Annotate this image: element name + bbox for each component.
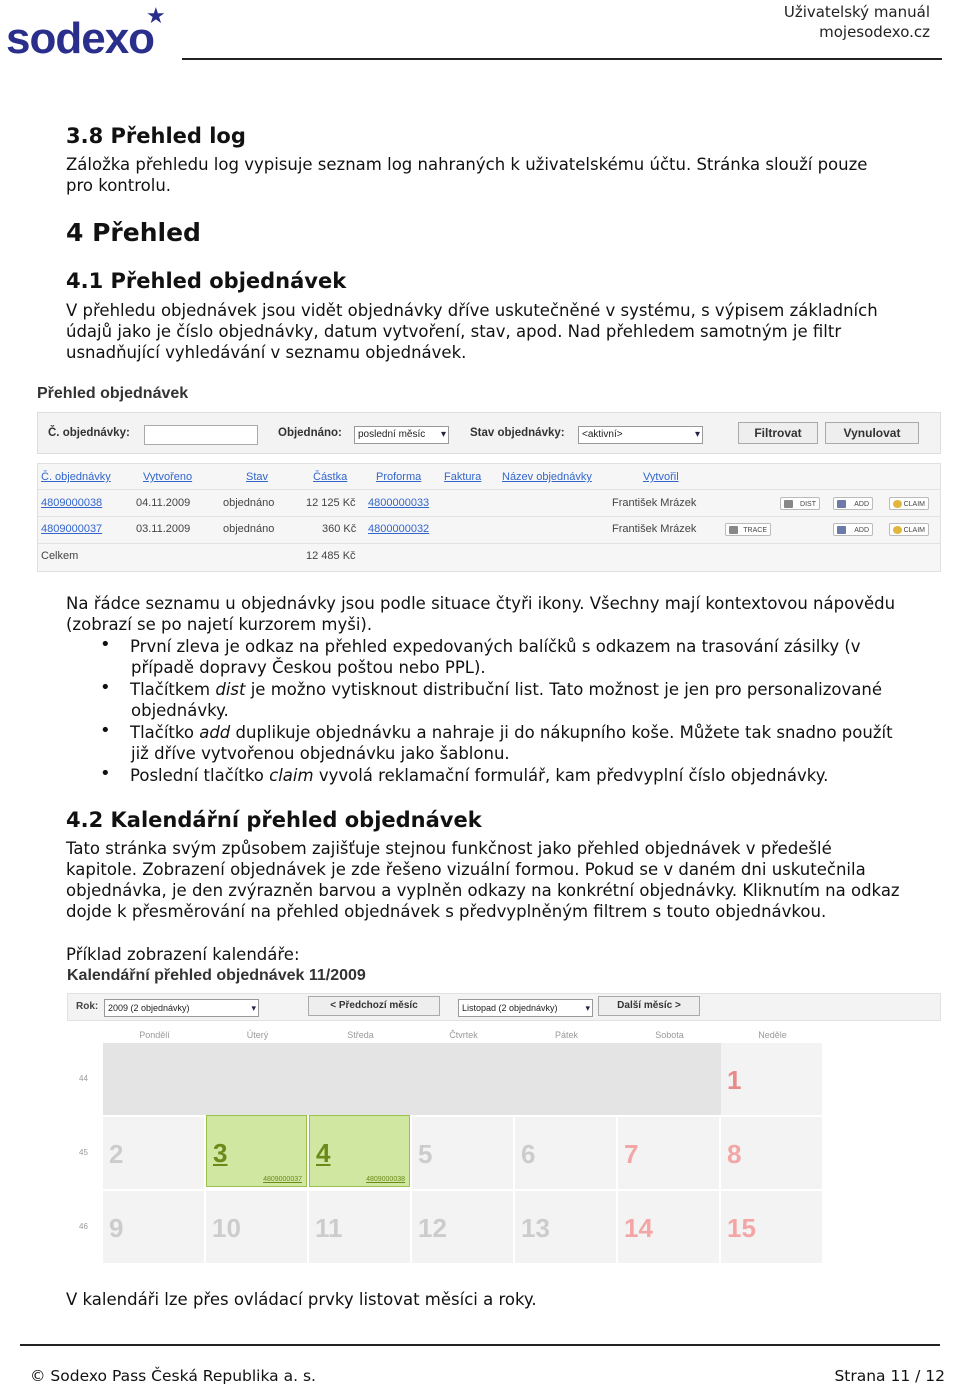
calendar-day [721, 1191, 822, 1263]
bullet-4-line-1 [130, 765, 828, 786]
day-number: 15 [727, 1213, 756, 1243]
day-saturday: Sobota [655, 1030, 684, 1040]
footer-divider [20, 1344, 940, 1346]
day-number: 13 [521, 1213, 550, 1243]
day-number: 14 [624, 1213, 653, 1243]
row2-created-by: František Mrázek [612, 523, 697, 535]
calendar-day [618, 1117, 719, 1189]
calendar-controls [67, 993, 941, 1021]
order-link[interactable]: 4809000037 [263, 1176, 302, 1183]
add-button[interactable]: ADD [833, 497, 873, 510]
week-number [67, 1117, 103, 1189]
col-created[interactable]: Vytvořeno [143, 471, 193, 483]
sodexo-logo: sodexo [6, 14, 155, 63]
status-select[interactable] [578, 426, 703, 444]
row1-created-by: František Mrázek [612, 497, 697, 509]
day-friday: Pátek [554, 1030, 578, 1040]
bullet-3-line-1 [130, 722, 893, 743]
calendar-day [206, 1191, 307, 1263]
bullet-3-pre: Tlačítko [130, 723, 200, 742]
day-number: 8 [727, 1139, 742, 1169]
order-number-input[interactable] [144, 425, 258, 445]
bullet-icon [100, 763, 110, 773]
section-4-title: 4 Přehled [66, 218, 201, 247]
row2-state: objednáno [223, 523, 275, 535]
bullet-1-line-2: případě dopravy Českou poštou nebo PPL). [131, 658, 486, 677]
bullet-3-line-2: již dříve vytvořenou objednávku jako šablonu. [131, 744, 510, 763]
day-sunday: Neděle [758, 1030, 787, 1040]
day-tuesday: Úterý [246, 1030, 269, 1040]
col-state[interactable]: Stav [246, 471, 269, 483]
day-number: 12 [418, 1213, 447, 1243]
calendar-closing-text: V kalendáři lze přes ovládací prvky listovat měsíci a roky. [66, 1290, 537, 1309]
bullet-4-post: vyvolá reklamační formulář, kam předvyplní číslo objednávky. [313, 766, 829, 785]
row1-state: objednáno [223, 497, 275, 509]
day-number: 6 [521, 1139, 536, 1169]
calendar-day [103, 1191, 204, 1263]
col-order-name[interactable]: Název objednávky [502, 471, 592, 483]
manual-title: Uživatelský manuál [783, 3, 930, 21]
row2-amount: 360 Kč [322, 523, 357, 535]
empty-days [103, 1043, 721, 1115]
bullet-3-keyword: add [199, 723, 231, 742]
bullet-3-post: duplikuje objednávku a nahraje ji do nákupního koše. Můžete tak snadno použít [230, 723, 893, 742]
week-number [67, 1191, 103, 1263]
day-thursday: Čtvrtek [449, 1030, 478, 1040]
order-link[interactable]: 4809000038 [366, 1176, 405, 1183]
week-44-label: 44 [79, 1074, 88, 1083]
row2-proforma[interactable]: 4800000032 [368, 523, 430, 535]
row2-order-number[interactable]: 4809000037 [41, 523, 103, 535]
day-monday: Pondělí [139, 1030, 170, 1040]
col-amount[interactable]: Částka [313, 471, 348, 483]
row-divider [38, 489, 940, 490]
year-label: Rok: [76, 1001, 99, 1012]
bullet-2-pre: Tlačítkem [130, 680, 216, 699]
day-wednesday: Středa [347, 1030, 374, 1040]
orders-table [37, 463, 941, 572]
prev-month-button[interactable]: < Předchozí měsíc [308, 996, 440, 1016]
col-order-number[interactable]: Č. objednávky [41, 471, 111, 483]
calendar-day-with-order[interactable] [309, 1115, 410, 1187]
day-number: 5 [418, 1139, 433, 1169]
day-number[interactable]: 4 [316, 1138, 331, 1168]
next-month-button[interactable]: Další měsíc > [598, 996, 700, 1016]
calendar-example-label: Příklad zobrazení kalendáře: [66, 945, 300, 964]
month-select-value: Listopad (2 objednávky) [462, 1003, 558, 1013]
col-invoice[interactable]: Faktura [444, 471, 482, 483]
orders-filter-bar [37, 412, 941, 454]
bullet-2-line-2: objednávky. [131, 701, 229, 720]
star-icon: ★ [146, 4, 166, 29]
footer-company: © Sodexo Pass Česká Republika a. s. [30, 1367, 316, 1385]
ordered-select-value: poslední měsíc [358, 429, 426, 440]
bullet-icon [100, 720, 110, 730]
bullet-2-post: je možno vytisknout distribuční list. Tato možnost je jen pro personalizované [245, 680, 882, 699]
bullet-2-keyword: dist [215, 680, 246, 699]
section-4-2-text: Tato stránka svým způsobem zajišťuje stejnou funkčnost jako přehled objednávek v předešlé kapitole. Zobrazení objednávek je zde řešeno vizuální formou. Pokud se v daném dni uskutečnila objednávka, je den zvýrazněn barvou a vyplněn odkazy na konkrétní objednávky. Kliknutím na odkaz dojde k přesměrování na přehled objednávek s předvyplněným filtrem s touto objednávkou. [66, 839, 900, 921]
day-number: 1 [727, 1065, 742, 1095]
row2-created: 03.11.2009 [136, 523, 191, 535]
section-3-8-text: Záložka přehledu log vypisuje seznam log nahraných k uživatelskému účtu. Stránka slouží pouze pro kontrolu. [66, 155, 868, 195]
week-number [67, 1043, 103, 1115]
total-label: Celkem [41, 550, 79, 562]
day-number: 11 [315, 1213, 343, 1243]
day-number: 2 [109, 1139, 124, 1169]
calendar-day-header [67, 1027, 939, 1043]
bullet-icon [100, 677, 110, 687]
calendar-day [412, 1191, 513, 1263]
icons-intro-text: Na řádce seznamu u objednávky jsou podle situace čtyři ikony. Všechny mají kontextovou nápovědu (zobrazí se po najetí kurzorem myši). [66, 594, 896, 634]
calendar-day [103, 1117, 204, 1189]
section-4-1-text: V přehledu objednávek jsou vidět objednávky dříve uskutečněné v systému, s výpisem základních údajů jako je číslo objednávky, datum vytvoření, stav, apod. Nad přehledem samotným je filtr usnadňující vyhledávání v seznamu objednávek. [66, 301, 878, 362]
site-name: mojesodexo.cz [819, 23, 930, 41]
section-4-2-title: 4.2 Kalendářní přehled objednávek [66, 808, 482, 832]
add-button[interactable]: ADD [833, 523, 873, 536]
calendar-day [515, 1191, 616, 1263]
calendar-day [412, 1117, 513, 1189]
calendar-grid [67, 1043, 939, 1268]
status-select-value: <aktivní> [582, 429, 623, 440]
calendar-day [515, 1117, 616, 1189]
ordered-label: Objednáno: [278, 427, 342, 439]
calendar-day [618, 1191, 719, 1263]
day-number[interactable]: 3 [213, 1138, 228, 1168]
bullet-1-line-1: První zleva je odkaz na přehled expedovaných balíčků s odkazem na trasování zásilky (v [130, 637, 861, 656]
ordered-select[interactable] [354, 426, 449, 444]
calendar-title: Kalendářní přehled objednávek 11/2009 [67, 967, 366, 984]
month-select[interactable] [458, 999, 593, 1017]
trace-button[interactable]: TRACE [725, 523, 771, 536]
year-select[interactable] [104, 999, 259, 1017]
calendar-day-with-order[interactable] [206, 1115, 307, 1187]
week-45-label: 45 [79, 1148, 88, 1157]
footer-page-number: Strana 11 / 12 [834, 1367, 945, 1385]
header-divider [182, 58, 942, 60]
row-divider [38, 543, 940, 544]
section-4-1-title: 4.1 Přehled objednávek [66, 269, 347, 293]
claim-button[interactable]: CLAIM [889, 497, 929, 510]
orders-overview-title: Přehled objednávek [37, 385, 189, 402]
row1-proforma[interactable]: 4800000033 [368, 497, 430, 509]
row1-order-number[interactable]: 4809000038 [41, 497, 103, 509]
bullet-2-line-1 [130, 679, 882, 700]
row1-amount: 12 125 Kč [306, 497, 356, 509]
reset-button[interactable]: Vynulovat [825, 422, 919, 444]
row1-created: 04.11.2009 [136, 497, 191, 509]
bullet-4-pre: Poslední tlačítko [130, 766, 270, 785]
row-divider [38, 516, 940, 517]
order-number-label: Č. objednávky: [48, 427, 130, 439]
calendar-day [721, 1043, 822, 1115]
status-label: Stav objednávky: [470, 427, 565, 439]
day-number: 10 [212, 1213, 241, 1243]
calendar-day [721, 1117, 822, 1189]
total-amount: 12 485 Kč [306, 550, 356, 562]
col-created-by[interactable]: Vytvořil [643, 471, 679, 483]
claim-button[interactable]: CLAIM [889, 523, 929, 536]
day-number: 9 [109, 1213, 124, 1243]
calendar-day [309, 1191, 410, 1263]
col-proforma[interactable]: Proforma [376, 471, 422, 483]
bullet-4-keyword: claim [269, 766, 314, 785]
dist-button[interactable]: DIST [780, 497, 820, 510]
filter-button[interactable]: Filtrovat [738, 422, 818, 444]
year-select-value: 2009 (2 objednávky) [108, 1003, 190, 1013]
bullet-icon [100, 634, 110, 644]
day-number: 7 [624, 1139, 639, 1169]
week-46-label: 46 [79, 1222, 88, 1231]
section-3-8-title: 3.8 Přehled log [66, 124, 246, 148]
